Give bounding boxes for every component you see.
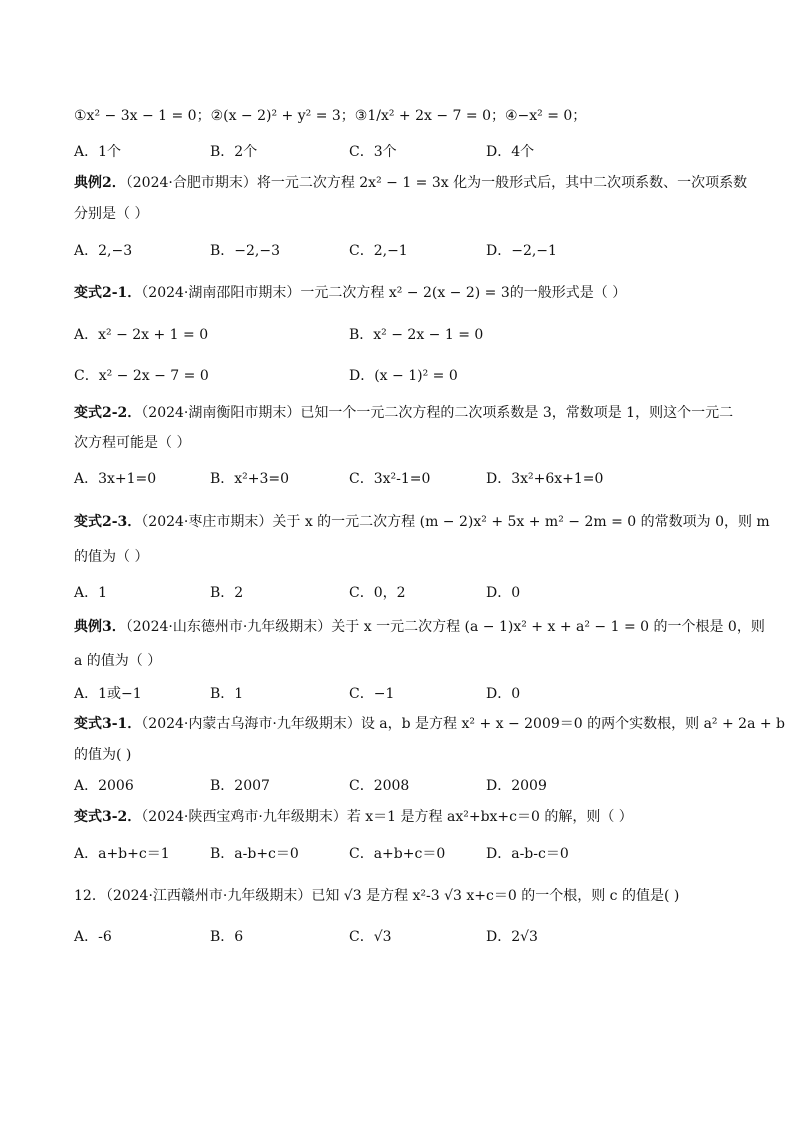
ex2-head: 典例2． (74, 175, 126, 191)
v22-option-b[interactable]: B．x²+3=0 (210, 471, 290, 487)
v21-option-b[interactable]: B．x² − 2x − 1 = 0 (349, 327, 484, 343)
q12-option-c[interactable]: C．√3 (349, 929, 392, 945)
v23-line1 (74, 511, 770, 533)
v31-option-c[interactable]: C．2008 (349, 778, 410, 794)
ex2-line2: 分别是（ ） (74, 206, 149, 222)
ex2-text1: （2024·合肥市期末）将一元二次方程 2x² − 1 = 3x 化为一般形式后，其中二次项系数、一次项系数 (125, 175, 748, 191)
v23-text1: （2024·枣庄市期末）关于 x 的一元二次方程 (m − 2)x² + 5x + m² − 2m = 0 的常数项为 0，则 m (141, 514, 770, 530)
v22-option-a[interactable]: A．3x+1=0 (74, 471, 157, 487)
ex3-line1 (74, 616, 765, 638)
ex3-option-b[interactable]: B．1 (210, 686, 244, 702)
v23-line2: 的值为（ ） (74, 549, 149, 565)
q12-option-a[interactable]: A．-6 (74, 929, 112, 945)
ex3-option-a[interactable]: A．1或−1 (74, 686, 142, 702)
v32-option-c[interactable]: C．a+b+c＝0 (349, 846, 446, 862)
v22-line1 (74, 402, 733, 424)
q1-option-d[interactable]: D．4个 (486, 144, 535, 160)
ex3-option-c[interactable]: C．−1 (349, 686, 395, 702)
v22-option-d[interactable]: D．3x²+6x+1=0 (486, 471, 604, 487)
v21-option-d[interactable]: D．(x − 1)² = 0 (349, 368, 458, 384)
v31-option-d[interactable]: D．2009 (486, 778, 547, 794)
v21-option-a[interactable]: A．x² − 2x + 1 = 0 (74, 327, 209, 343)
ex2-option-b[interactable]: B．−2,−3 (210, 243, 281, 259)
ex2-option-a[interactable]: A．2,−3 (74, 243, 133, 259)
v32-option-b[interactable]: B．a-b+c＝0 (210, 846, 299, 862)
ex2-option-c[interactable]: C．2,−1 (349, 243, 408, 259)
q1-option-a[interactable]: A．1个 (74, 144, 122, 160)
q1-option-c[interactable]: C．3个 (349, 144, 397, 160)
v31-head: 变式3-1． (74, 716, 142, 732)
q1-items: ①x² − 3x − 1 = 0；②(x − 2)² + y² = 3；③1/x² + 2x − 7 = 0；④−x² = 0； (74, 108, 587, 124)
q12-option-d[interactable]: D．2√3 (486, 929, 538, 945)
v21-line (74, 282, 626, 304)
v32-option-d[interactable]: D．a-b-c＝0 (486, 846, 569, 862)
v23-option-b[interactable]: B．2 (210, 585, 244, 601)
ex3-line2: a 的值为（ ） (74, 653, 162, 669)
v31-text1: （2024·内蒙古乌海市·九年级期末）设 a，b 是方程 x² + x − 2009＝0 的两个实数根，则 a² + 2a + b (141, 716, 786, 732)
ex3-head: 典例3． (74, 619, 126, 635)
v31-line1 (74, 713, 785, 735)
v22-line2: 次方程可能是（ ） (74, 435, 191, 451)
v23-option-d[interactable]: D．0 (486, 585, 521, 601)
v32-text: （2024·陕西宝鸡市·九年级期末）若 x＝1 是方程 ax²+bx+c＝0 的解，则（ ） (141, 809, 633, 825)
v32-option-a[interactable]: A．a+b+c＝1 (74, 846, 170, 862)
v23-head: 变式2-3． (74, 514, 142, 530)
v21-head: 变式2-1． (74, 285, 142, 301)
v23-option-c[interactable]: C．0，2 (349, 585, 406, 601)
ex2-option-d[interactable]: D．−2,−1 (486, 243, 557, 259)
q12-line: 12．（2024·江西赣州市·九年级期末）已知 √3 是方程 x²-3 √3 x+c＝0 的一个根，则 c 的值是( ) (74, 888, 680, 904)
ex2-line1 (74, 172, 747, 194)
v22-text1: （2024·湖南衡阳市期末）已知一个一元二次方程的二次项系数是 3，常数项是 1，则这个一元二 (141, 405, 734, 421)
v21-option-c[interactable]: C．x² − 2x − 7 = 0 (74, 368, 209, 384)
ex3-option-d[interactable]: D．0 (486, 686, 521, 702)
v31-line2: 的值为( ) (74, 747, 132, 763)
v22-option-c[interactable]: C．3x²-1=0 (349, 471, 431, 487)
ex3-text1: （2024·山东德州市·九年级期末）关于 x 一元二次方程 (a − 1)x² + x + a² − 1 = 0 的一个根是 0，则 (125, 619, 765, 635)
v22-head: 变式2-2． (74, 405, 142, 421)
v31-option-a[interactable]: A．2006 (74, 778, 134, 794)
v23-option-a[interactable]: A．1 (74, 585, 108, 601)
q1-option-b[interactable]: B．2个 (210, 144, 258, 160)
v21-text: （2024·湖南邵阳市期末）一元二次方程 x² − 2(x − 2) = 3的一般形式是（ ） (141, 285, 627, 301)
v31-option-b[interactable]: B．2007 (210, 778, 270, 794)
v32-line (74, 806, 633, 828)
q12-option-b[interactable]: B．6 (210, 929, 244, 945)
v32-head: 变式3-2． (74, 809, 142, 825)
